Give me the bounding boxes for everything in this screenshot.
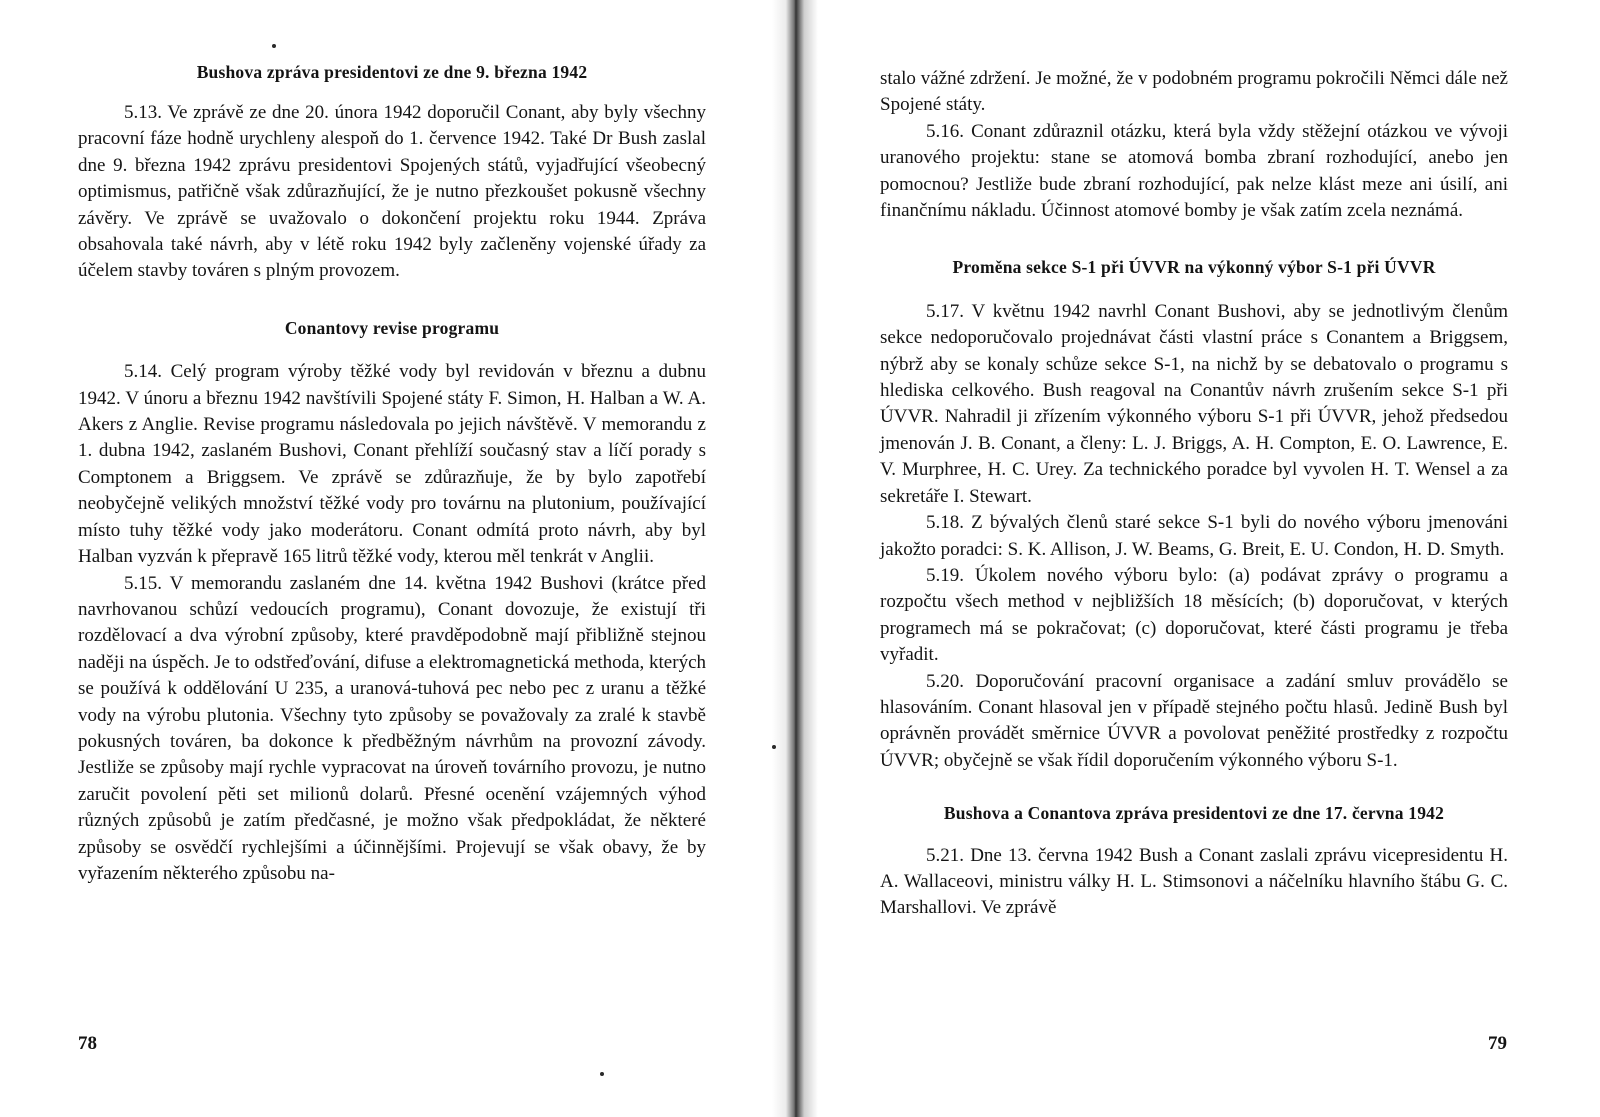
paper-speck	[772, 745, 776, 749]
paragraph-5-20: 5.20. Doporučování pracovní organisace a zadání smluv provádělo se hlasováním. Conant hlasoval jen v případě stejného počtu hlasů. Jedině Bush byl oprávněn provádět směrnice ÚVVR a povolovat peněžité prostředky z rozpočtu ÚVVR; obyčejně se však řídil doporučením výkonného výboru S-1.	[880, 670, 1508, 771]
right-page	[810, 0, 1600, 1117]
section-heading-s1-committee: Proměna sekce S-1 při ÚVVR na výkonný výbor S-1 při ÚVVR	[952, 257, 1436, 278]
paragraph-5-13: 5.13. Ve zprávě ze dne 20. února 1942 doporučil Conant, aby byly všechny pracovní fáze hodně urychleny alespoň do 1. července 1942. Také Dr Bush zaslal dne 9. března 1942 zprávu presidentovi Spojených států, vyjadřující všeobecný optimismus, patřičně však zdůrazňující, že je nutno přezkoušet pokusně všechny závěry. Ve zprávě se uvažovalo o dokončení projektu roku 1944. Zpráva obsahovala také návrh, aby v létě roku 1942 byly začleněny vojenské úřady za účelem stavby továren s plným provozem.	[78, 102, 706, 282]
section-heading-bush-report: Bushova zpráva presidentovi ze dne 9. března 1942	[196, 62, 588, 82]
paragraph-5-15: 5.15. V memorandu zaslaném dne 14. května 1942 Bushovi (krátce před navrhovanou schůzí vedoucích programu), Conant dovozuje, že existují tři rozdělovací a dva výrobní způsoby, které pravděpodobně mají přibližně stejnou naději na úspěch. Je to odstřeďování, difuse a elektromagnetická methoda, kterých se používá k oddělování U 235, a uranová-tuhová pec nebo pec z uranu a těžké vody na výrobu plutonia. Všechny tyto způsoby se považovaly za zralé k stavbě pokusných továren, ba dokonce k předběžným návrhům na provozní závody. Jestliže se způsoby mají rychle vypracovat na úroveň továrního provozu, je nutno zaručit povolení pěti set milionů dolarů. Přesné ocenění vzájemných výhod různých způsobů je zatím předčasné, je možno však předpokládat, že některé způsoby se osvědčí rychlejšími a účinnějšími. Projevují se však obavy, že by vyřazením některého způsobu na-	[78, 572, 706, 884]
paragraph-5-18: 5.18. Z bývalých členů staré sekce S-1 byli do nového výboru jmenováni jakožto poradci: S. K. Allison, J. W. Beams, G. Breit, E. U. Condon, H. D. Smyth.	[880, 512, 1508, 560]
paragraph-5-17: 5.17. V květnu 1942 navrhl Conant Bushovi, aby se jednotlivým členům sekce nedoporučovalo projednávat části vlastní práce s Conantem a Briggsem, nýbrž aby se konaly schůze sekce S-1, na nichž by se debatovalo o programu s hlediska celkového. Bush reagoval na Conantův návrh zrušením sekce S-1 při ÚVVR. Nahradil ji zřízením výkonného výboru S-1 při ÚVVR, jehož předsedou jmenován J. B. Conant, a členy: L. J. Briggs, A. H. Compton, E. O. Lawrence, E. V. Murphree, H. C. Urey. Za technického poradce byl vyvolen H. T. Wensel a za sekretáře I. Stewart.	[880, 300, 1508, 507]
left-page-text	[78, 100, 706, 887]
paper-speck	[272, 44, 276, 48]
paragraph-5-15-continued: stalo vážné zdržení. Je možné, že v podobném programu pokročili Němci dále než Spojené státy.	[880, 68, 1508, 116]
paper-speck	[600, 1072, 604, 1076]
page-number-left: 78	[78, 1033, 97, 1054]
right-page-text	[880, 66, 1508, 922]
paragraph-5-21: 5.21. Dne 13. června 1942 Bush a Conant zaslali zprávu vicepresidentu H. A. Wallaceovi, ministru války H. L. Stimsonovi a náčelníku hlavního štábu G. C. Marshallovi. Ve zprávě	[880, 844, 1508, 919]
section-heading-june-report: Bushova a Conantova zpráva presidentovi ze dne 17. června 1942	[943, 803, 1445, 824]
section-heading-conant-revisions: Conantovy revise programu	[284, 317, 500, 338]
paragraph-5-14: 5.14. Celý program výroby těžké vody byl revidován v březnu a dubnu 1942. V únoru a březnu 1942 navštívili Spojené státy F. Simon, H. Halban a W. A. Akers z Anglie. Revise programu následovala po jejich návštěvě. V memorandu z 1. dubna 1942, zaslaném Bushovi, Conant přehlíží současný stav a líčí porady s Comptonem a Briggsem. Ve zprávě se zdůrazňuje, že by bylo zapotřebí neobyčejně velikých množství těžké vody pro továrnu na plutonium, používající místo tuhy těžké vody jako moderátoru. Conant odmítá proto návrh, aby byl Halban vyzván k přepravě 165 litrů těžké vody, kterou měl tenkrát v Anglii.	[78, 361, 706, 568]
paragraph-5-16: 5.16. Conant zdůraznil otázku, která byla vždy stěžejní otázkou ve vývoji uranového projektu: stane se atomová bomba zbraní rozhodující, anebo jen pomocnou? Jestliže bude zbraní rozhodující, pak nelze klást meze ani úsilí, ani finančnímu nákladu. Účinnost atomové bomby je však zatím zcela neznámá.	[880, 120, 1508, 222]
page-number-right: 79	[1488, 1033, 1507, 1054]
paragraph-5-19: 5.19. Úkolem nového výboru bylo: (a) podávat zprávy o programu a rozpočtu všech method v nejbližších 18 měsících; (b) doporučovat, v kterých programech má se pokračovat; (c) doporučovat, které části programu je třeba vyřadit.	[880, 564, 1508, 666]
left-page	[0, 0, 790, 1117]
